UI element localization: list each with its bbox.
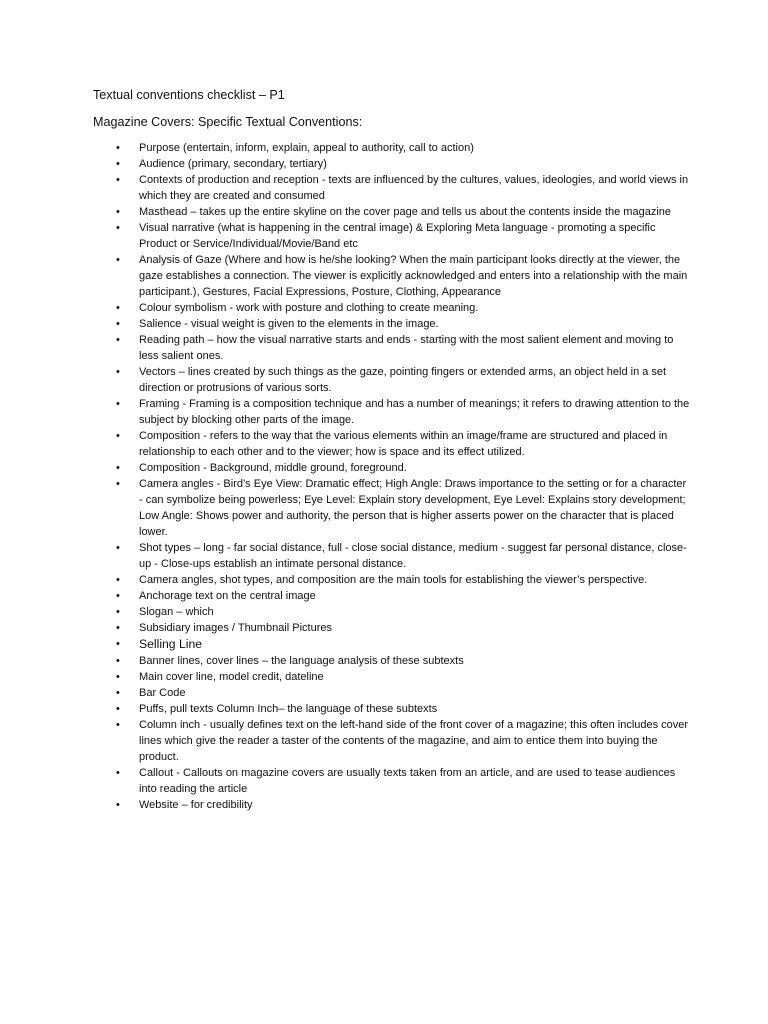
checklist-item-text: Vectors – lines created by such things as the gaze, pointing fingers or extended arms, an object held in a set direction or protrusions of various sorts. [139, 366, 667, 394]
checklist-item-text: Banner lines, cover lines – the language analysis of these subtexts [139, 655, 464, 667]
bullet-icon: • [116, 638, 120, 650]
checklist-item [0, 588, 690, 604]
bullet-icon: • [116, 671, 120, 683]
bullet-icon: • [116, 622, 120, 634]
bullet-icon: • [116, 366, 120, 378]
bullet-icon: • [116, 703, 120, 715]
checklist-item [0, 428, 690, 460]
bullet-icon: • [116, 318, 120, 330]
checklist-item-text: Contexts of production and reception - texts are influenced by the cultures, values, ideologies, and world views in which they are created and consumed [139, 174, 689, 202]
checklist-item [0, 797, 690, 813]
checklist-item-text: Selling Line [139, 637, 203, 651]
checklist-item [0, 460, 690, 476]
checklist-item-text: Puffs, pull texts Column Inch– the language of these subtexts [139, 703, 438, 715]
checklist-item [0, 604, 690, 620]
checklist-item-text: Shot types – long - far social distance, full - close social distance, medium - suggest far personal distance, close-up - Close-ups establish an intimate personal distance. [139, 542, 687, 570]
checklist-item-text: Camera angles - Bird’s Eye View: Dramatic effect; High Angle: Draws importance to the setting or for a character - can symbolize being powerless; Eye Level: Explain story development, Eye Level: Explains story development; Low Angle: Shows power and authority, the person that is higher asserts power on the character that is placed lower. [139, 478, 687, 538]
checklist-item-text: Main cover line, model credit, dateline [139, 671, 324, 683]
bullet-icon: • [116, 430, 120, 442]
checklist-item [0, 685, 690, 701]
checklist-item-text: Salience - visual weight is given to the elements in the image. [139, 318, 439, 330]
bullet-icon: • [116, 254, 120, 266]
bullet-icon: • [116, 687, 120, 699]
checklist-item [0, 252, 690, 300]
bullet-icon: • [116, 222, 120, 234]
checklist-item [0, 204, 690, 220]
bullet-icon: • [116, 767, 120, 779]
checklist-bullet-list [0, 140, 690, 813]
checklist-item-text: Reading path – how the visual narrative starts and ends - starting with the most salient element and moving to less salient ones. [139, 334, 674, 362]
checklist-item-text: Analysis of Gaze (Where and how is he/she looking? When the main participant looks directly at the viewer, the gaze establishes a connection. The viewer is explicitly acknowledged and enters into a relationship with the main participant.), Gestures, Facial Expressions, Posture, Clothing, Appearance [139, 254, 688, 298]
checklist-item [0, 572, 690, 588]
bullet-icon: • [116, 142, 120, 154]
checklist-item [0, 653, 690, 669]
checklist-item [0, 140, 690, 156]
bullet-icon: • [116, 590, 120, 602]
bullet-icon: • [116, 206, 120, 218]
checklist-item-text: Subsidiary images / Thumbnail Pictures [139, 622, 332, 634]
checklist-item-text: Callout - Callouts on magazine covers are usually texts taken from an article, and are used to tease audiences into reading the article [139, 767, 676, 795]
checklist-item-text: Camera angles, shot types, and composition are the main tools for establishing the viewer’s perspective. [139, 574, 648, 586]
checklist-item [0, 765, 690, 797]
bullet-icon: • [116, 655, 120, 667]
checklist-item [0, 172, 690, 204]
bullet-icon: • [116, 462, 120, 474]
checklist-item-text: Audience (primary, secondary, tertiary) [139, 158, 327, 170]
bullet-icon: • [116, 799, 120, 811]
checklist-item [0, 476, 690, 540]
checklist-item-text: Slogan – which [139, 606, 214, 618]
checklist-item-text: Bar Code [139, 687, 186, 699]
checklist-item [0, 396, 690, 428]
checklist-item-text: Purpose (entertain, inform, explain, appeal to authority, call to action) [139, 142, 474, 154]
section-heading: Magazine Covers: Specific Textual Conventions: [93, 115, 363, 129]
checklist-item-text: Composition - refers to the way that the various elements within an image/frame are structured and placed in relationship to each other and to the viewer; how is space and its effect utilized. [139, 430, 668, 458]
checklist-item [0, 717, 690, 765]
checklist-item-text: Masthead – takes up the entire skyline on the cover page and tells us about the contents inside the magazine [139, 206, 672, 218]
bullet-icon: • [116, 606, 120, 618]
bullet-icon: • [116, 574, 120, 586]
checklist-item [0, 220, 690, 252]
bullet-icon: • [116, 334, 120, 346]
checklist-item [0, 540, 690, 572]
checklist-item [0, 300, 690, 316]
checklist-item [0, 364, 690, 396]
checklist-item [0, 332, 690, 364]
checklist-item-text: Framing - Framing is a composition technique and has a number of meanings; it refers to drawing attention to the subject by blocking other parts of the image. [139, 398, 690, 426]
checklist-item-text: Website – for credibility [139, 799, 253, 811]
checklist-item-text: Composition - Background, middle ground, foreground. [139, 462, 407, 474]
bullet-icon: • [116, 719, 120, 731]
checklist-item [0, 636, 690, 653]
document-title: Textual conventions checklist – P1 [93, 88, 285, 102]
checklist-item [0, 701, 690, 717]
bullet-icon: • [116, 542, 120, 554]
checklist-item [0, 669, 690, 685]
checklist-item [0, 620, 690, 636]
checklist-item-text: Colour symbolism - work with posture and clothing to create meaning. [139, 302, 479, 314]
bullet-icon: • [116, 302, 120, 314]
checklist-item [0, 316, 690, 332]
checklist-item-text: Visual narrative (what is happening in the central image) & Exploring Meta language - promoting a specific Product or Service/Individual/Movie/Band etc [139, 222, 656, 250]
checklist-item-text: Column inch - usually defines text on the left-hand side of the front cover of a magazine; this often includes cover lines which give the reader a taster of the contents of the magazine, and aim to entice them into buying the product. [139, 719, 689, 763]
checklist-item [0, 156, 690, 172]
bullet-icon: • [116, 158, 120, 170]
bullet-icon: • [116, 174, 120, 186]
bullet-icon: • [116, 478, 120, 490]
checklist-item-text: Anchorage text on the central image [139, 590, 316, 602]
bullet-icon: • [116, 398, 120, 410]
